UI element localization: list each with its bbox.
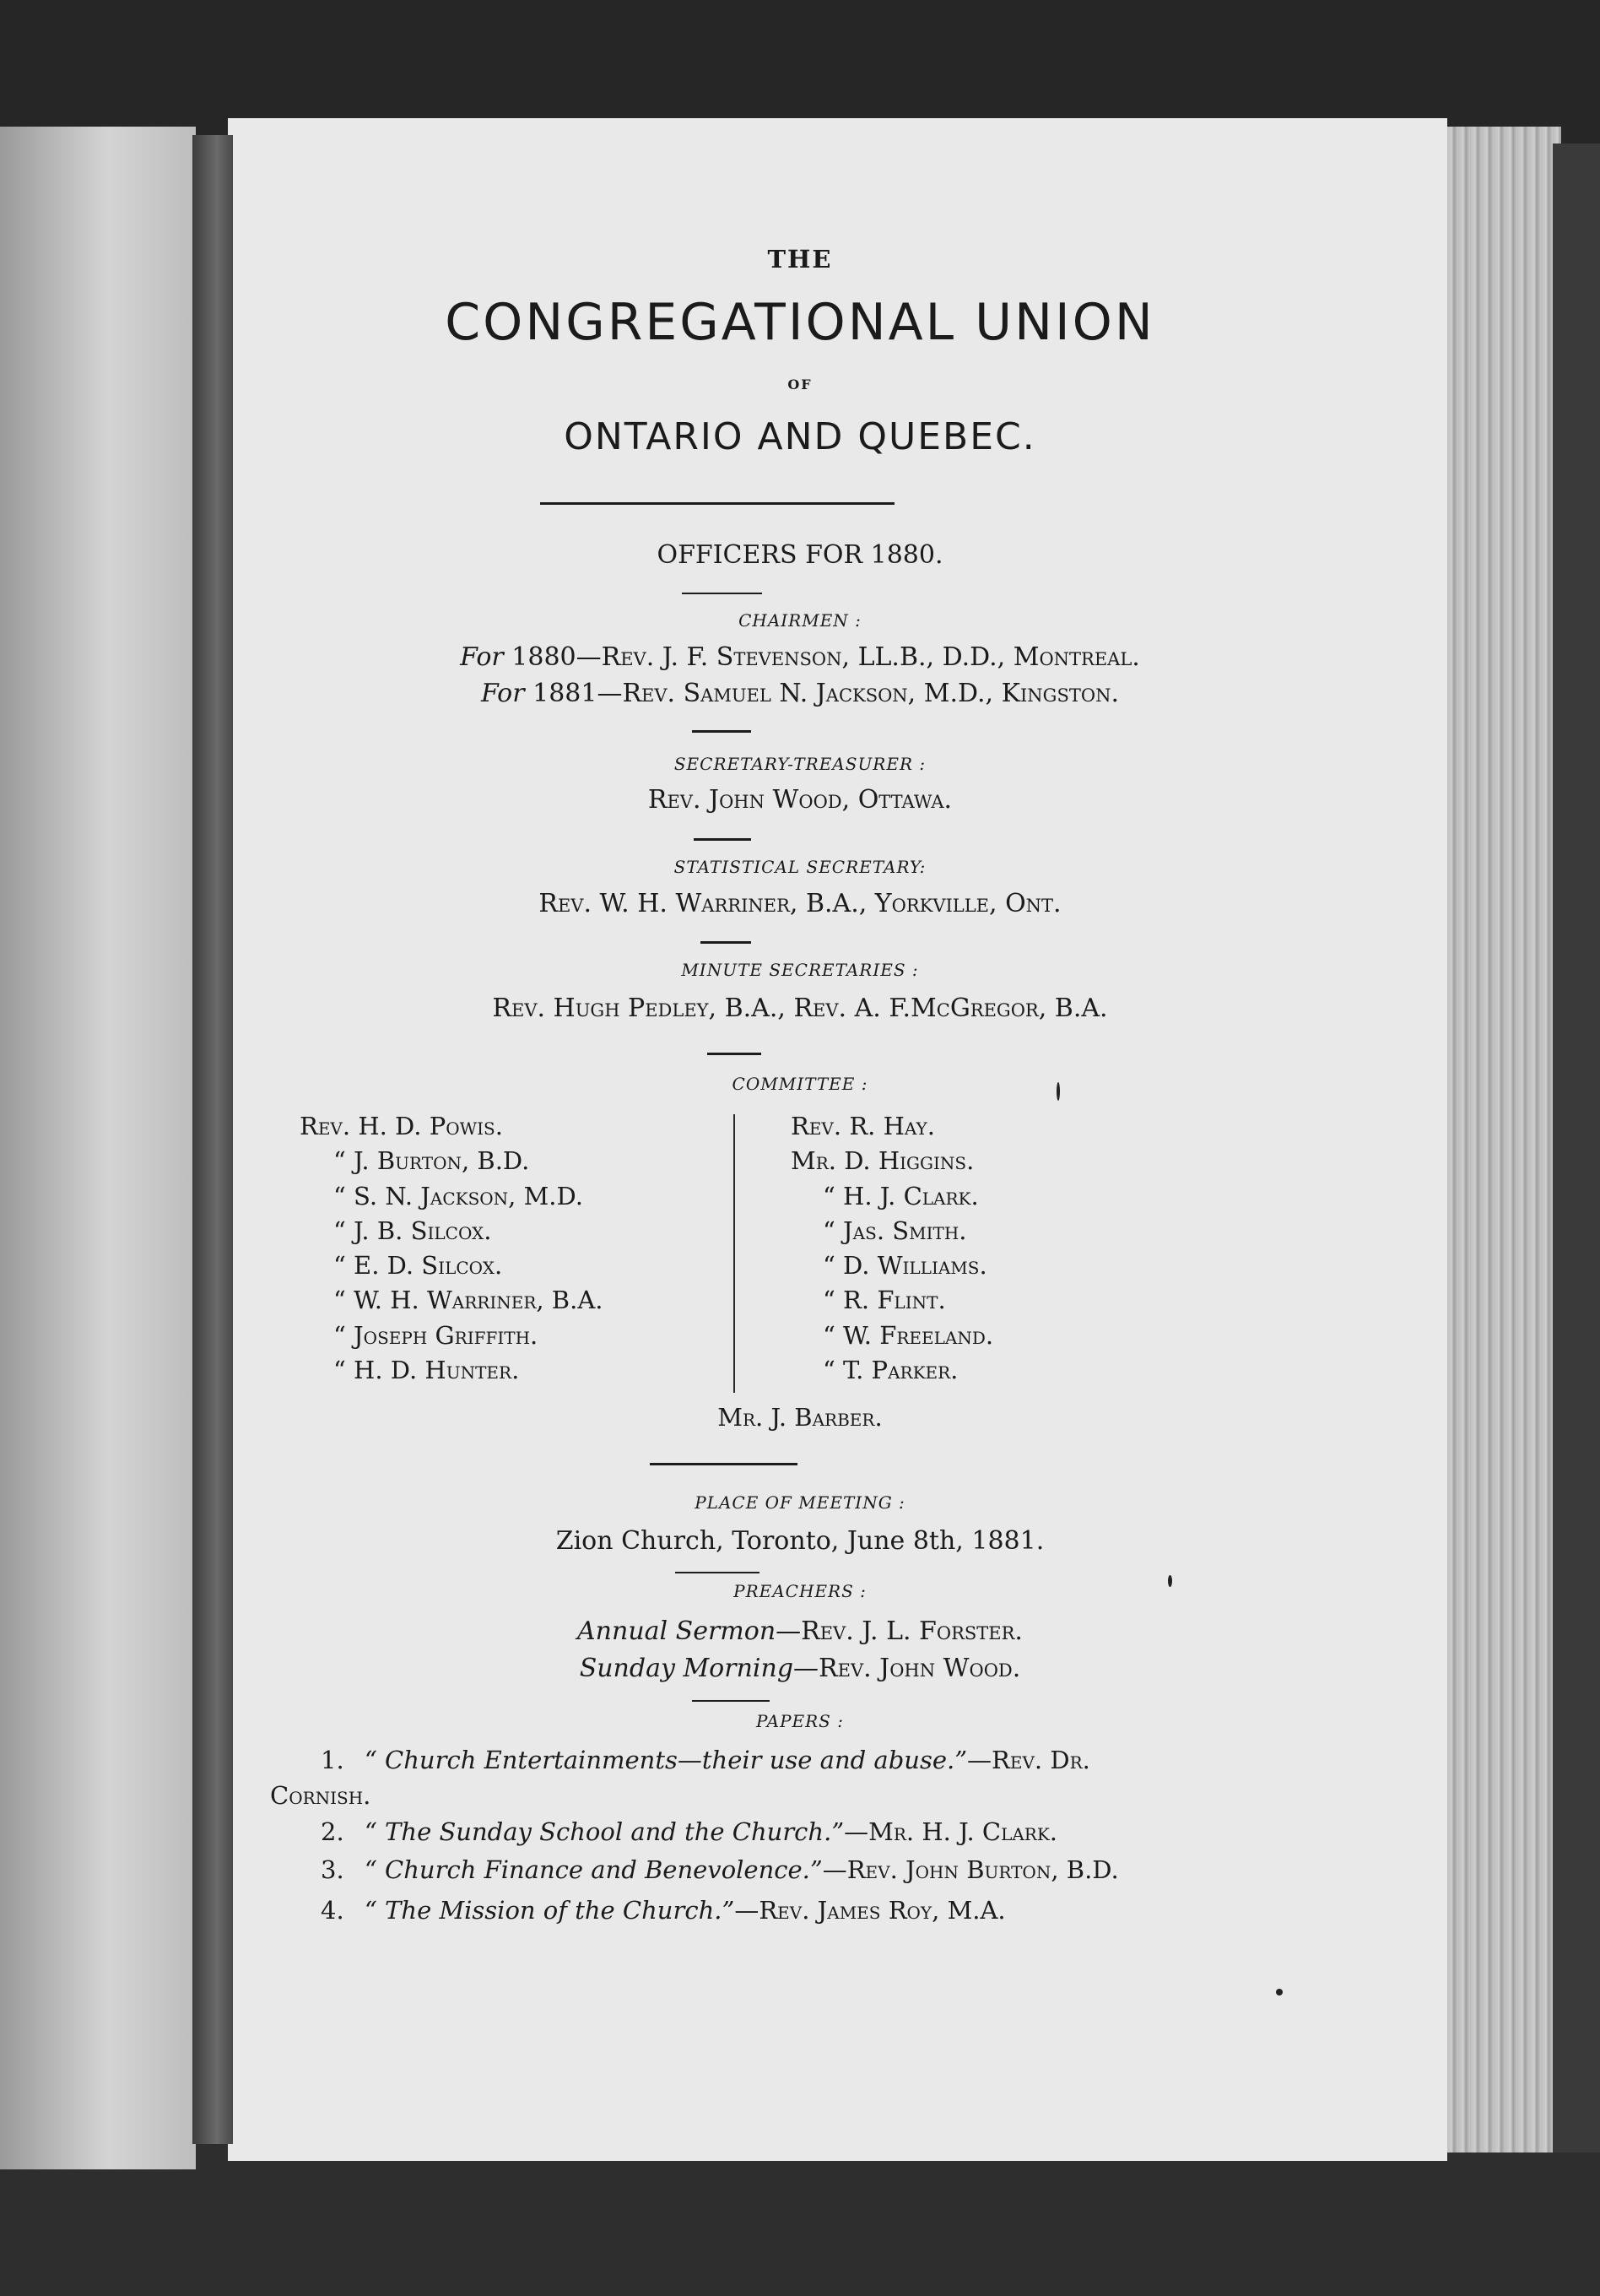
rule [694,838,751,841]
committee-member: “ J. Burton, B.D. [333,1146,530,1176]
committee-member: “ S. N. Jackson, M.D. [333,1181,583,1210]
paper-author: —Mr. H. J. Clark. [844,1817,1058,1846]
paper-title: “ Church Finance and Benevolence.” [365,1855,823,1884]
statistical-secretary-name: Rev. W. H. Warriner, B.A., Yorkville, Ont. [538,889,1062,918]
title-the: THE [767,245,833,273]
statistical-secretary-heading: STATISTICAL SECRETARY: [673,857,927,877]
paper-item [321,1817,1057,1846]
paper-author: —Rev. Dr. [967,1746,1090,1774]
committee-member: “ W. H. Warriner, B.A. [333,1286,603,1315]
committee-member: “ J. B. Silcox. [333,1216,492,1245]
rule [650,1463,797,1465]
chairman-1881 [0,679,1600,708]
rule [700,941,751,944]
place-of-meeting-heading: PLACE OF MEETING : [695,1492,905,1513]
paper-number: 3. [321,1855,344,1884]
committee-member: Mr. D. Higgins. [791,1146,975,1176]
committee-last-member: Mr. J. Barber. [717,1403,883,1432]
committee-member: “ W. Freeland. [823,1320,994,1350]
committee-member: “ R. Flint. [823,1286,946,1315]
chairmen-heading: CHAIRMEN : [738,610,862,631]
annual-sermon [0,1616,1600,1646]
secretary-treasurer-heading: SECRETARY-TREASURER : [673,754,927,774]
scan-speck [1276,1989,1283,1995]
chairman-1880-prefix: For [460,642,504,672]
committee-member: “ Jas. Smith. [823,1216,967,1245]
sunday-morning [0,1654,1600,1683]
sunday-morning-preacher: Rev. John Wood. [819,1654,1021,1683]
committee-member: Rev. H. D. Powis. [300,1112,503,1140]
committee-member: “ Joseph Griffith. [333,1320,538,1350]
chairman-1880-text: 1880—Rev. J. F. Stevenson, LL.B., D.D., Montreal. [511,642,1140,672]
committee-heading: COMMITTEE : [732,1074,868,1094]
committee-divider [733,1114,735,1393]
minute-secretaries-names: Rev. Hugh Pedley, B.A., Rev. A. F.McGregor, B.A. [492,994,1108,1023]
committee-member: Rev. R. Hay. [791,1112,935,1140]
paper-author-continued: Cornish. [270,1781,371,1810]
chairman-1881-prefix: For [481,679,525,708]
rule [692,1700,770,1702]
paper-author: —Rev. James Roy, M.A. [734,1896,1006,1925]
paper-item [321,1855,1119,1884]
preachers-heading: PREACHERS : [733,1581,867,1601]
paper-item [321,1746,1090,1774]
paper-number: 2. [321,1817,344,1846]
committee-member: “ T. Parker. [823,1356,959,1385]
officers-heading: OFFICERS FOR 1880. [657,540,943,570]
paper-title: “ The Mission of the Church.” [365,1896,735,1925]
sunday-morning-label: Sunday Morning— [579,1654,819,1683]
minute-secretaries-heading: MINUTE SECRETARIES : [681,960,919,980]
scan-speck [1168,1575,1172,1587]
scan-speck [1057,1082,1060,1101]
papers-heading: PAPERS : [756,1711,844,1731]
committee-member: “ D. Williams. [823,1251,987,1281]
title-union: CONGREGATIONAL UNION [445,293,1155,352]
chairman-1880 [0,642,1600,672]
annual-sermon-preacher: Rev. J. L. Forster. [801,1616,1023,1646]
committee-left-column [300,1109,603,1388]
rule [707,1053,761,1055]
paper-author: —Rev. John Burton, B.D. [822,1855,1119,1884]
paper-item [321,1896,1006,1925]
annual-sermon-label: Annual Sermon— [577,1616,802,1646]
committee-member: “ H. D. Hunter. [333,1356,520,1385]
paper-title: “ Church Entertainments—their use and abuse.” [365,1746,968,1774]
rule [692,730,751,733]
secretary-treasurer-name: Rev. John Wood, Ottawa. [647,785,953,815]
title-place: ONTARIO AND QUEBEC. [564,415,1036,458]
title-rule [540,502,895,505]
committee-member: “ H. J. Clark. [823,1181,979,1210]
rule [682,593,762,594]
paper-number: 1. [321,1746,344,1774]
committee-member: “ E. D. Silcox. [333,1251,503,1281]
place-of-meeting-text: Zion Church, Toronto, June 8th, 1881. [555,1526,1045,1556]
title-of: OF [787,376,813,393]
committee-right-column [791,1109,993,1388]
chairman-1881-text: 1881—Rev. Samuel N. Jackson, M.D., Kingston. [532,679,1119,708]
paper-title: “ The Sunday School and the Church.” [365,1817,845,1846]
paper-number: 4. [321,1896,344,1925]
rule [675,1572,759,1573]
